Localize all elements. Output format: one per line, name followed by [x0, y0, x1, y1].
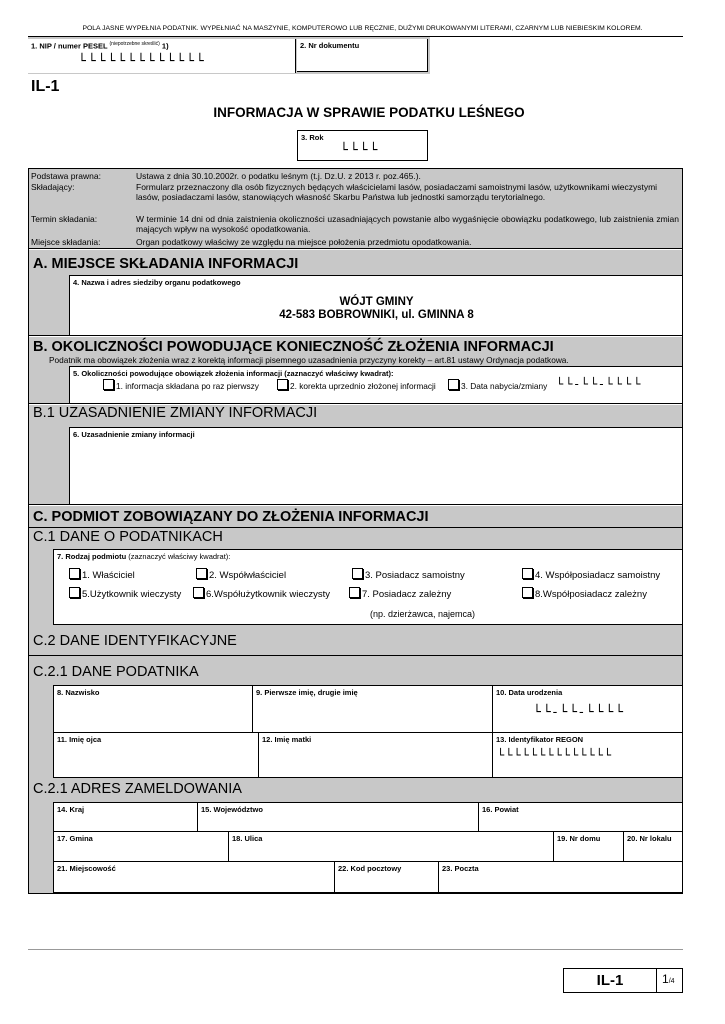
checkbox-icon — [196, 568, 207, 579]
street-label: 18. Ulica — [232, 834, 263, 843]
section-b1-title: B.1 UZASADNIENIE ZMIANY INFORMACJI — [33, 405, 318, 421]
option-correction-label: 2. korekta uprzednio złożonej informacji — [290, 381, 436, 391]
checkbox-icon — [352, 568, 363, 579]
surname-field[interactable] — [53, 685, 252, 733]
footer-divider — [656, 969, 657, 992]
nip-note: (niepotrzebne skreślić) — [109, 41, 160, 47]
nip-digit-boxes: └└└└└└└└└└└└└ — [78, 54, 206, 69]
house-number-label: 19. Nr domu — [557, 834, 601, 843]
type-co-dependent-holder[interactable] — [522, 587, 647, 600]
document-number-label: 2. Nr dokumentu — [300, 41, 360, 50]
nip-pesel-field[interactable] — [28, 39, 296, 73]
birth-date-field[interactable] — [492, 685, 682, 733]
post-office-label: 23. Poczta — [442, 864, 479, 873]
checkbox-icon — [69, 587, 80, 598]
justification-field[interactable] — [69, 427, 682, 504]
checkbox-icon — [522, 587, 533, 598]
checkbox-icon — [69, 568, 80, 579]
country-label: 14. Kraj — [57, 805, 85, 814]
option-acquisition-date[interactable] — [448, 379, 547, 392]
footer-page-number: 1 — [662, 972, 669, 986]
checkbox-icon — [277, 379, 288, 390]
section-c2-rule — [29, 655, 682, 656]
checkbox-icon — [522, 568, 533, 579]
section-c2-title: C.2 DANE IDENTYFIKACYJNE — [33, 633, 237, 649]
apartment-number-label: 20. Nr lokalu — [627, 834, 672, 843]
tax-office-line1: WÓJT GMINY — [339, 296, 414, 308]
house-number-field[interactable] — [553, 832, 623, 862]
entity-type-label: 7. Rodzaj podmiotu — [57, 552, 127, 561]
surname-label: 8. Nazwisko — [57, 688, 100, 697]
type-co-dependent-holder-label: 8.Współposiadacz zależny — [535, 589, 647, 600]
type-co-independent-holder[interactable] — [522, 568, 660, 581]
nip-suffix: 1) — [161, 41, 169, 51]
type-perpetual-user[interactable] — [69, 587, 181, 600]
tax-office-line2: 42-583 BOBROWNIKI, ul. GMINNA 8 — [279, 309, 474, 321]
type-owner-label: 1. Właściciel — [82, 570, 135, 581]
filer-text: Formularz przeznaczony dla osób fizycznych będących właścicielami lasów, posiadaczami samoistnymi lasów, użytkownikami wieczystymi lasów, posiadaczami lasów, stanowiących własność Skarbu Państwa lub jednostki samorządu terytorialnego. — [136, 182, 658, 202]
option-correction[interactable] — [277, 379, 436, 392]
basis-label: Podstawa prawna: — [31, 171, 101, 181]
section-b-note: Podatnik ma obowiązek złożenia wraz z korektą informacji pisemnego uzasadnienia przyczyny korekty – art.81 ustawy Ordynacja podatkowa. — [49, 355, 569, 365]
deadline-label: Termin składania: — [31, 214, 98, 224]
checkbox-icon — [103, 379, 114, 390]
county-label: 16. Powiat — [482, 805, 519, 814]
tax-office-label: 4. Nazwa i adres siedziby organu podatkowego — [73, 278, 241, 287]
father-name-label: 11. Imię ojca — [57, 735, 102, 744]
basis-text: Ustawa z dnia 30.10.2002r. o podatku leśnym (t.j. Dz.U. z 2013 r. poz.465.). — [136, 171, 421, 181]
types-note: (np. dzierżawca, najemca) — [370, 609, 476, 619]
type-independent-holder[interactable] — [352, 568, 465, 581]
regon-label: 13. Identyfikator REGON — [496, 735, 584, 744]
type-co-perpetual-user-label: 6.Współużytkownik wieczysty — [206, 589, 331, 600]
section-c1-title: C.1 DANE O PODATNIKACH — [33, 529, 223, 545]
checkbox-icon — [193, 587, 204, 598]
first-names-label: 9. Pierwsze imię, drugie imię — [256, 688, 358, 697]
entity-type-note: (zaznaczyć właściwy kwadrat): — [128, 552, 231, 561]
option-acquisition-date-label: 3. Data nabycia/zmiany — [461, 381, 548, 391]
type-perpetual-user-label: 5.Użytkownik wieczysty — [82, 589, 182, 600]
type-co-perpetual-user[interactable] — [193, 587, 330, 600]
section-c-title: C. PODMIOT ZOBOWIĄZANY DO ZŁOŻENIA INFORMACJI — [33, 509, 429, 525]
deadline-text: W terminie 14 dni od dnia zaistnienia okoliczności uzasadniających powstanie albo wygaśnięcie obowiązku podatkowego, lub zaistnienia zmian mających wpływ na wysokość opodatkowania. — [136, 214, 679, 234]
voivodeship-label: 15. Województwo — [201, 805, 263, 814]
section-b-title: B. OKOLICZNOŚCI POWODUJĄCE KONIECZNOŚĆ ZŁOŻENIA INFORMACJI — [33, 339, 554, 355]
type-co-owner[interactable] — [196, 568, 286, 581]
country-field[interactable] — [53, 802, 197, 832]
mother-name-label: 12. Imię matki — [262, 735, 312, 744]
type-dependent-holder[interactable] — [349, 587, 451, 600]
checkbox-icon — [448, 379, 459, 390]
checkbox-icon — [349, 587, 360, 598]
option-first-filing-label: 1. informacja składana po raz pierwszy — [116, 381, 259, 391]
locality-label: 21. Miejscowość — [57, 864, 116, 873]
form-title: INFORMACJA W SPRAWIE PODATKU LEŚNEGO — [213, 105, 525, 120]
footer-page — [662, 972, 675, 986]
document-number-field[interactable] — [297, 39, 428, 72]
type-dependent-holder-label: 7. Posiadacz zależny — [362, 589, 452, 600]
postal-code-field[interactable] — [334, 862, 438, 893]
place-text: Organ podatkowy właściwy ze względu na miejsce położenia przedmiotu opodatkowania. — [136, 237, 472, 247]
municipality-field[interactable] — [53, 832, 228, 862]
footer-code-box — [563, 968, 683, 993]
municipality-label: 17. Gmina — [57, 834, 93, 843]
post-office-field[interactable] — [438, 862, 682, 893]
circumstances-label: 5. Okoliczności powodujące obowiązek złożenia informacji (zaznaczyć właściwy kwadrat): — [73, 369, 394, 378]
apartment-number-field[interactable] — [623, 832, 682, 862]
option-first-filing[interactable] — [103, 379, 259, 392]
year-digit-boxes: └└└└ — [340, 143, 380, 158]
year-label: 3. Rok — [301, 133, 324, 142]
footer-rule — [28, 949, 683, 950]
justification-label: 6. Uzasadnienie zmiany informacji — [73, 430, 195, 439]
type-co-owner-label: 2. Współwłaściciel — [209, 570, 287, 581]
regon-field[interactable] — [492, 733, 682, 778]
county-field[interactable] — [478, 802, 682, 832]
header-note: POLA JASNE WYPEŁNIA PODATNIK. WYPEŁNIAĆ NA MASZYNIE, KOMPUTEROWO LUB RĘCZNIE, DUŻYMI DRUKOWANYMI LITERAMI, CZARNYM LUB NIEBIESKIM KOLOREM. — [82, 25, 643, 32]
acquisition-date-boxes: └└-└└-└└└└ — [556, 377, 643, 391]
section-c21-title: C.2.1 DANE PODATNIKA — [33, 664, 199, 680]
place-label: Miejsce składania: — [31, 237, 101, 247]
mother-name-field[interactable] — [258, 733, 492, 778]
father-name-field[interactable] — [53, 733, 258, 778]
type-independent-holder-label: 3. Posiadacz samoistny — [365, 570, 465, 581]
type-co-independent-holder-label: 4. Współposiadacz samoistny — [535, 570, 661, 581]
regon-boxes: └└└└└└└└└└└└└└ — [497, 748, 613, 762]
type-owner[interactable] — [69, 568, 135, 581]
voivodeship-field[interactable] — [197, 802, 478, 832]
section-a-title: A. MIEJSCE SKŁADANIA INFORMACJI — [33, 256, 299, 272]
first-names-field[interactable] — [252, 685, 492, 733]
address-title: C.2.1 ADRES ZAMELDOWANIA — [33, 781, 242, 797]
footer-code: IL-1 — [596, 972, 624, 989]
tax-office-field[interactable] — [69, 275, 682, 335]
street-field[interactable] — [228, 832, 553, 862]
form-code: IL-1 — [31, 78, 60, 95]
birth-date-boxes: └└-└└-└└└└ — [533, 705, 625, 720]
nip-label: 1. NIP / numer PESEL — [31, 41, 108, 51]
filer-label: Składający: — [31, 182, 75, 192]
section-c-rule — [29, 527, 682, 528]
postal-code-label: 22. Kod pocztowy — [338, 864, 402, 873]
footer-page-total: /4 — [668, 978, 675, 985]
birth-date-label: 10. Data urodzenia — [496, 688, 563, 697]
locality-field[interactable] — [53, 862, 334, 893]
year-field[interactable] — [297, 130, 428, 161]
